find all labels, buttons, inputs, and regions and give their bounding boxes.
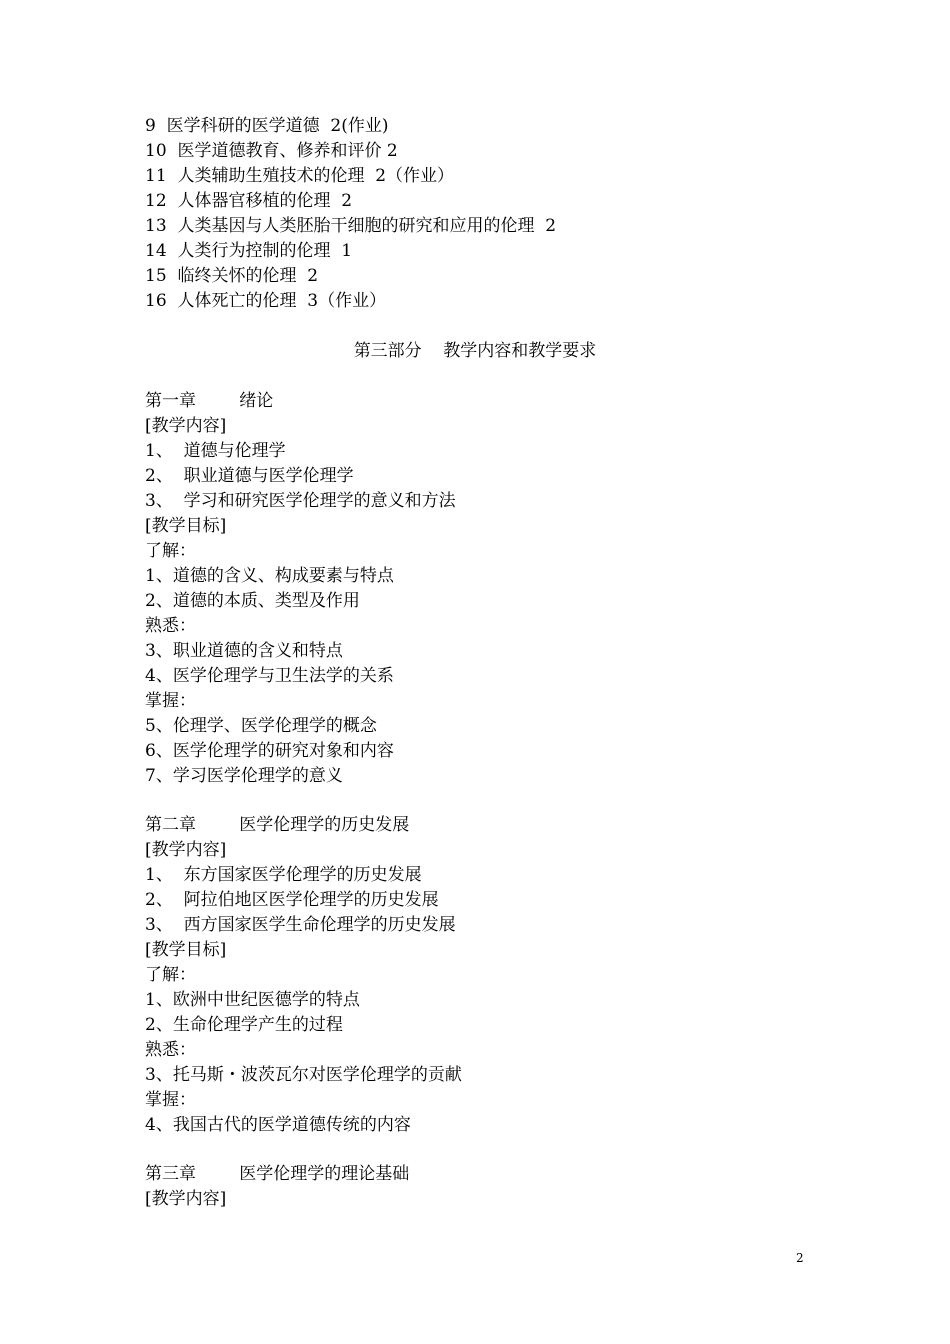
schedule-item: 13 人类基因与人类胚胎干细胞的研究和应用的伦理 2 — [145, 216, 557, 236]
chapter-title: 第一章 绪论 — [145, 391, 274, 411]
chapter-line: 2、 职业道德与医学伦理学 — [145, 466, 354, 486]
chapter-title: 第二章 医学伦理学的历史发展 — [145, 815, 410, 835]
chapter-line: [教学目标] — [145, 940, 227, 960]
schedule-item: 14 人类行为控制的伦理 1 — [145, 241, 353, 261]
chapter-line: [教学内容] — [145, 416, 227, 436]
chapter-line: [教学目标] — [145, 516, 227, 536]
chapter-line: 掌握： — [145, 1090, 196, 1110]
chapter-line: 3、托马斯・波茨瓦尔对医学伦理学的贡献 — [145, 1065, 462, 1085]
chapter-line: 熟悉： — [145, 1040, 196, 1060]
chapter-line: 1、 东方国家医学伦理学的历史发展 — [145, 865, 422, 885]
chapter-line: 了解： — [145, 541, 196, 561]
chapter-line: 4、我国古代的医学道德传统的内容 — [145, 1115, 411, 1135]
chapter-line: [教学内容] — [145, 840, 227, 860]
schedule-item: 12 人体器官移植的伦理 2 — [145, 191, 353, 211]
schedule-item: 11 人类辅助生殖技术的伦理 2（作业） — [145, 166, 455, 186]
chapter-line: 掌握： — [145, 691, 196, 711]
chapter-line: 2、生命伦理学产生的过程 — [145, 1015, 343, 1035]
chapter-line: 6、医学伦理学的研究对象和内容 — [145, 741, 394, 761]
schedule-item: 10 医学道德教育、修养和评价 2 — [145, 141, 398, 161]
chapter-line: 7、学习医学伦理学的意义 — [145, 766, 343, 786]
chapter-line: 2、道德的本质、类型及作用 — [145, 591, 360, 611]
chapter-line: 3、职业道德的含义和特点 — [145, 641, 343, 661]
chapter-line: 3、 西方国家医学生命伦理学的历史发展 — [145, 915, 456, 935]
chapter-line: 熟悉： — [145, 616, 196, 636]
part-title: 第三部分 教学内容和教学要求 — [353, 341, 597, 361]
chapter-title: 第三章 医学伦理学的理论基础 — [145, 1164, 410, 1184]
schedule-item: 15 临终关怀的伦理 2 — [145, 266, 319, 286]
page-number: 2 — [796, 1251, 804, 1265]
schedule-item: 16 人体死亡的伦理 3（作业） — [145, 291, 387, 311]
chapter-line: 5、伦理学、医学伦理学的概念 — [145, 716, 377, 736]
chapter-line: 1、 道德与伦理学 — [145, 441, 286, 461]
chapter-line: 3、 学习和研究医学伦理学的意义和方法 — [145, 491, 456, 511]
schedule-item: 9 医学科研的医学道德 2(作业) — [145, 116, 389, 136]
chapter-line: 4、医学伦理学与卫生法学的关系 — [145, 666, 394, 686]
chapter-line: [教学内容] — [145, 1189, 227, 1209]
chapter-line: 1、欧洲中世纪医德学的特点 — [145, 990, 360, 1010]
chapter-line: 1、道德的含义、构成要素与特点 — [145, 566, 394, 586]
chapter-line: 2、 阿拉伯地区医学伦理学的历史发展 — [145, 890, 439, 910]
chapter-line: 了解： — [145, 965, 196, 985]
